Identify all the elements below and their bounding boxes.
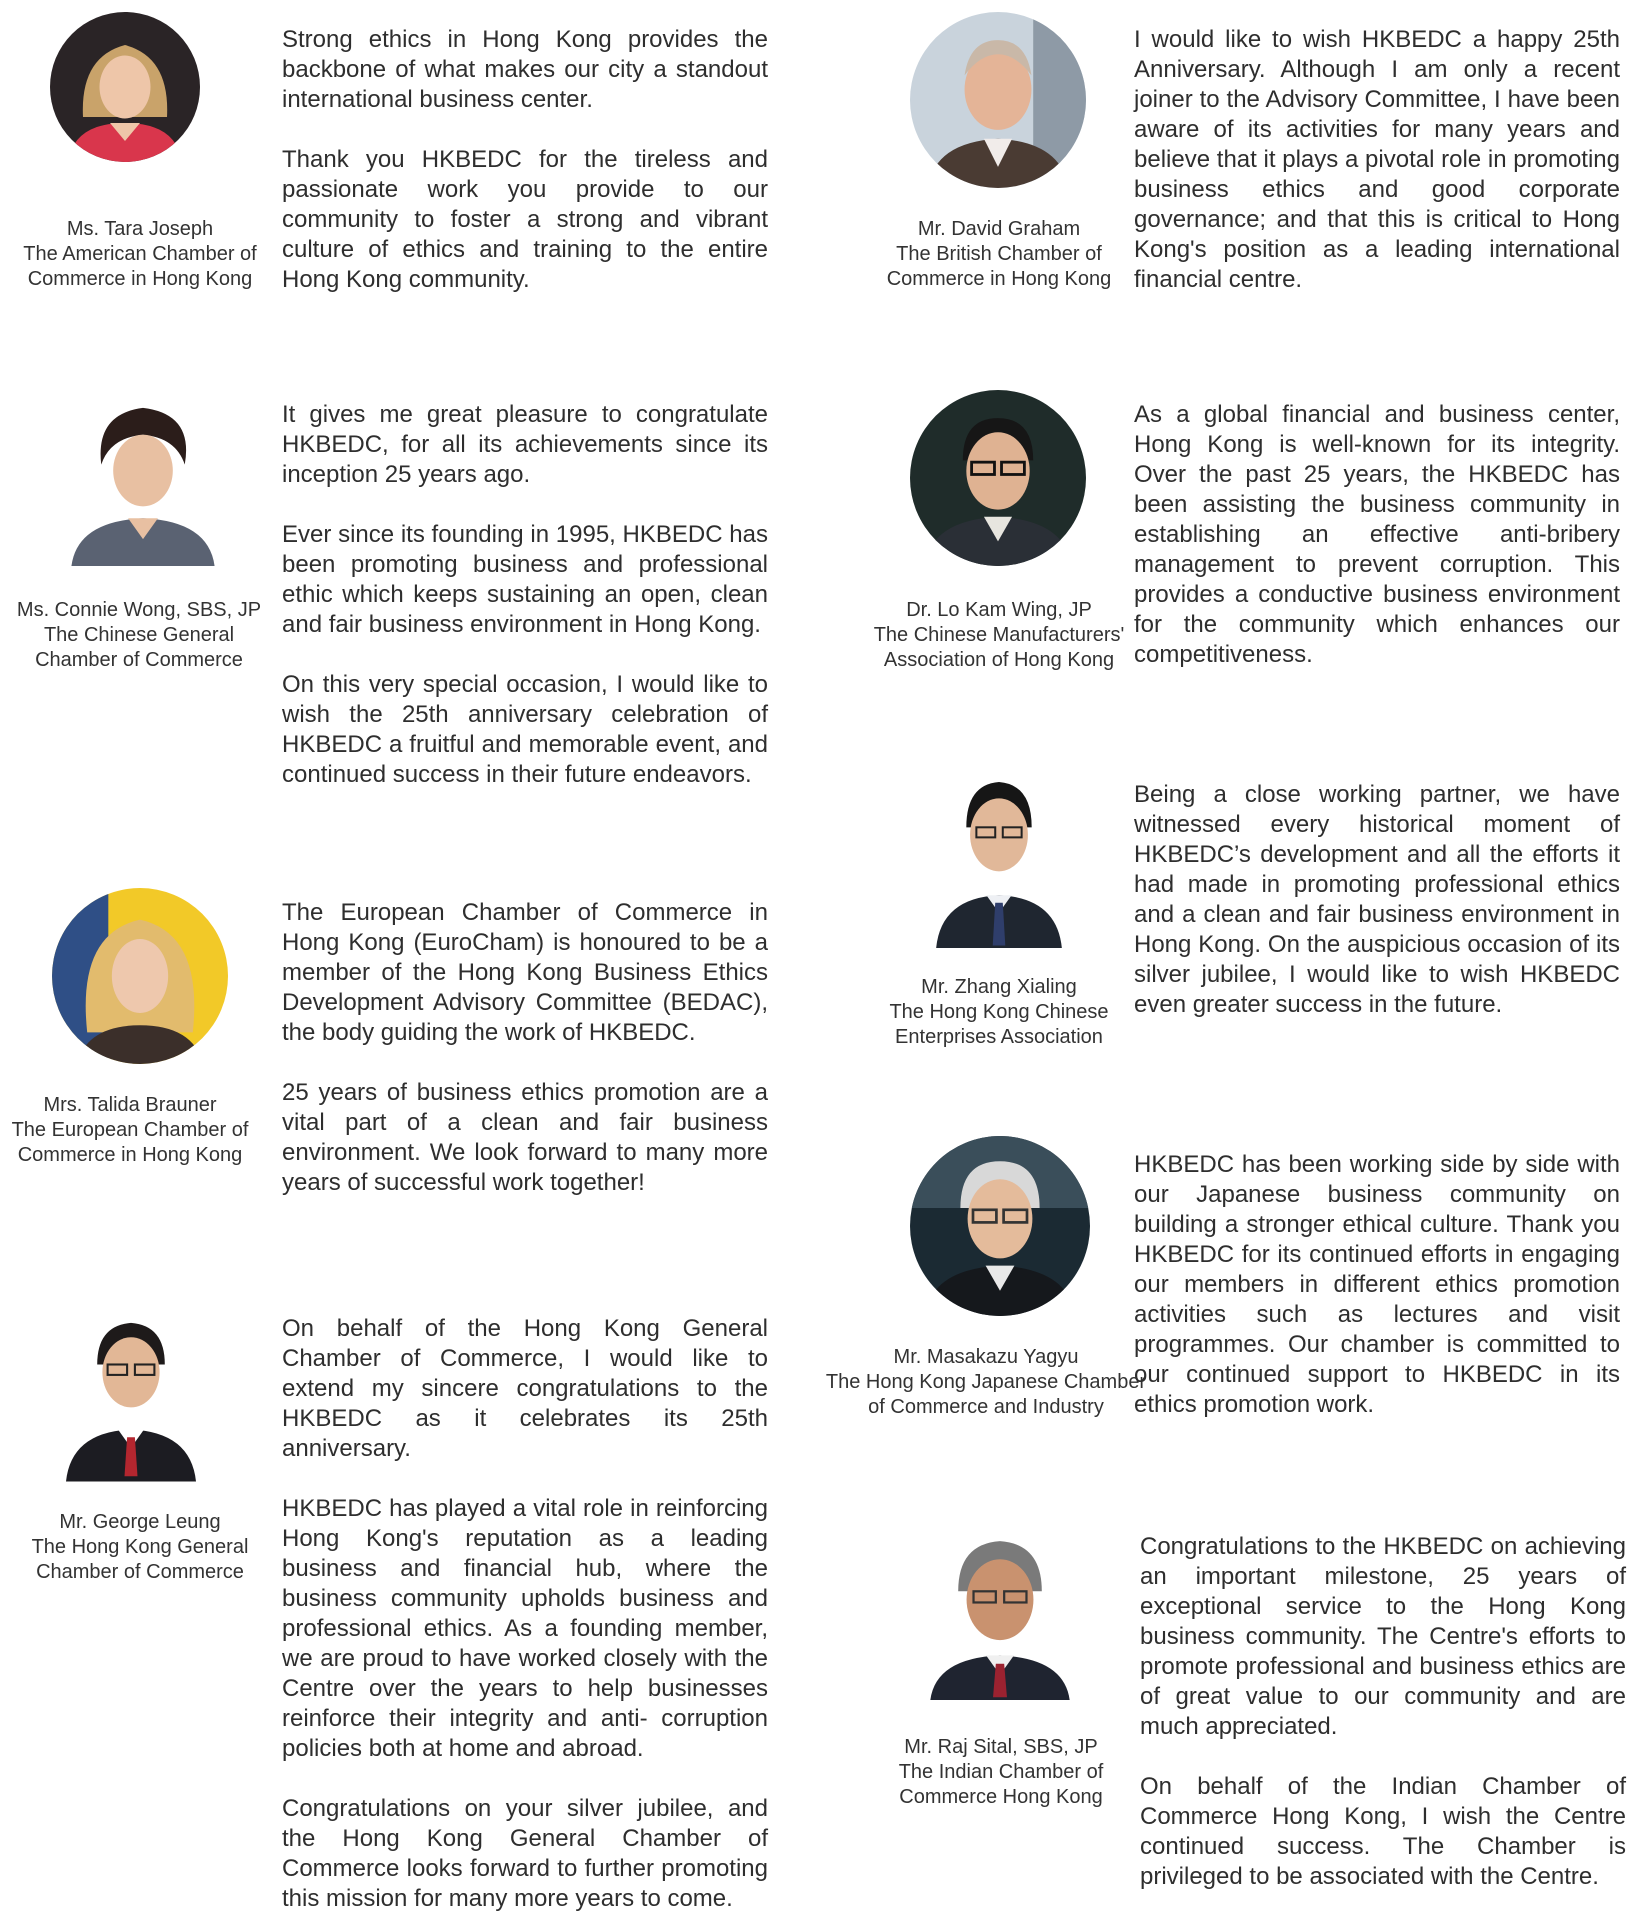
- organization-line: The Chinese Manufacturers': [873, 624, 1125, 646]
- person-name: Mr. Raj Sital, SBS, JP: [904, 1736, 1098, 1758]
- attribution-connie-wong: [8, 598, 270, 673]
- message-paragraph: Thank you HKBEDC for the tireless and passionate work you provide to our community to foster a strong and vibrant culture of ethics and training to the entire Hong Kong community.: [282, 146, 768, 293]
- message-paragraph: Congratulations on your silver jubilee, and the Hong Kong General Chamber of Commerce looks forward to further promoting this mission for many more years to come.: [282, 1795, 768, 1912]
- message-paragraph: I would like to wish HKBEDC a happy 25th Anniversary. Although I am only a recent joiner to the Advisory Committee, I have been aware of its activities for many years and believe that it plays a pivotal role in promoting business ethics and good corporate governance; and that this is critical to Hong Kong's position as a leading international financial centre.: [1134, 26, 1620, 293]
- organization-line: Enterprises Association: [895, 1026, 1103, 1048]
- portrait-icon: [52, 888, 228, 1064]
- organization-line: The British Chamber of: [896, 243, 1102, 265]
- portrait-tara-joseph: [50, 12, 200, 162]
- message-george-leung: [282, 1314, 768, 1914]
- portrait-icon: [910, 390, 1086, 566]
- person-name: Ms. Tara Joseph: [66, 218, 214, 240]
- message-talida-brauner: [282, 898, 768, 1198]
- message-david-graham: [1134, 25, 1620, 295]
- attribution-masakazu-yagyu: [818, 1345, 1154, 1420]
- message-paragraph: HKBEDC has been working side by side with our Japanese business community on building a stronger ethical culture. Thank you HKBEDC for its continued efforts in engaging our members in different ethics promotion activities such as lectures and visit programmes. Our chamber is committed to our continued support to HKBEDC in its ethics promotion work.: [1134, 1151, 1620, 1418]
- organization-line: The Indian Chamber of: [898, 1761, 1104, 1783]
- organization-line: The Chinese General: [43, 624, 235, 646]
- organization-line: Chamber of Commerce: [35, 649, 243, 671]
- message-zhang-xialing: [1134, 780, 1620, 1020]
- portrait-icon: [68, 396, 218, 566]
- message-paragraph: Ever since its founding in 1995, HKBEDC has been promoting business and professional ethic which keeps sustaining an open, clean and fair business environment in Hong Kong.: [282, 521, 768, 638]
- organization-line: The European Chamber of: [11, 1119, 249, 1141]
- attribution-david-graham: [868, 217, 1130, 292]
- message-paragraph: Being a close working partner, we have witnessed every historical moment of HKBEDC’s development and all the efforts it had made in promoting professional ethics and a clean and fair business environment in Hong Kong. On the auspicious occasion of its silver jubilee, I would like to wish HKBEDC even greater success in the future.: [1134, 781, 1620, 1018]
- organization-line: The Hong Kong Japanese Chamber: [825, 1371, 1147, 1393]
- portrait-raj-sital: [930, 1530, 1070, 1700]
- message-paragraph: 25 years of business ethics promotion are a vital part of a clean and fair business environment. We look forward to many more years of successful work together!: [282, 1079, 768, 1196]
- person-name: Ms. Connie Wong, SBS, JP: [16, 599, 262, 621]
- portrait-icon: [910, 1136, 1090, 1316]
- attribution-raj-sital: [870, 1735, 1132, 1810]
- attribution-zhang-xialing: [868, 975, 1130, 1050]
- portrait-icon: [930, 1530, 1070, 1700]
- portrait-icon: [66, 1312, 196, 1482]
- organization-line: Association of Hong Kong: [883, 649, 1115, 671]
- message-paragraph: Congratulations to the HKBEDC on achieving an important milestone, 25 years of exceptional service to the Hong Kong business community. The Centre's efforts to promote professional and business ethics are of great value to our community and are much appreciated.: [1140, 1533, 1626, 1740]
- message-paragraph: On behalf of the Indian Chamber of Commerce Hong Kong, I wish the Centre continued success. The Chamber is privileged to be associated with the Centre.: [1140, 1773, 1626, 1890]
- message-tara-joseph: [282, 25, 768, 295]
- message-paragraph: It gives me great pleasure to congratulate HKBEDC, for all its achievements since its inception 25 years ago.: [282, 401, 768, 488]
- attribution-tara-joseph: [10, 217, 270, 292]
- organization-line: Commerce in Hong Kong: [17, 1144, 243, 1166]
- message-paragraph: The European Chamber of Commerce in Hong Kong (EuroCham) is honoured to be a member of the Hong Kong Business Ethics Development Advisory Committee (BEDAC), the body guiding the work of HKBEDC.: [282, 899, 768, 1046]
- person-name: Mr. Masakazu Yagyu: [893, 1346, 1079, 1368]
- attribution-george-leung: [10, 1510, 270, 1585]
- portrait-david-graham: [910, 12, 1086, 188]
- person-name: Mr. David Graham: [917, 218, 1081, 240]
- person-name: Mrs. Talida Brauner: [43, 1094, 217, 1116]
- message-paragraph: As a global financial and business center, Hong Kong is well-known for its integrity. Over the past 25 years, the HKBEDC has been assisting the business community in establishing an effective anti-bribery management to prevent corruption. This provides a conductive business environment for the community which enhances our competitiveness.: [1134, 401, 1620, 668]
- portrait-talida-brauner: [52, 888, 228, 1064]
- portrait-connie-wong: [68, 396, 218, 566]
- portrait-icon: [910, 12, 1086, 188]
- organization-line: Commerce in Hong Kong: [886, 268, 1112, 290]
- attribution-talida-brauner: [0, 1093, 260, 1168]
- message-paragraph: On this very special occasion, I would like to wish the 25th anniversary celebration of HKBEDC a fruitful and memorable event, and continued success in their future endeavors.: [282, 671, 768, 788]
- message-masakazu-yagyu: [1134, 1150, 1620, 1420]
- attribution-lo-kam-wing: [868, 598, 1130, 673]
- message-paragraph: HKBEDC has played a vital role in reinforcing Hong Kong's reputation as a leading business and financial hub, where the business community upholds business and professional ethics. As a founding member, we are proud to have worked closely with the Centre over the years to help businesses reinforce their integrity and anti- corruption policies both at home and abroad.: [282, 1495, 768, 1762]
- organization-line: of Commerce and Industry: [868, 1396, 1104, 1418]
- person-name: Mr. George Leung: [59, 1511, 221, 1533]
- person-name: Dr. Lo Kam Wing, JP: [906, 599, 1092, 621]
- portrait-george-leung: [66, 1312, 196, 1482]
- message-paragraph: Strong ethics in Hong Kong provides the backbone of what makes our city a standout international business center.: [282, 26, 768, 113]
- organization-line: The Hong Kong Chinese: [889, 1001, 1109, 1023]
- portrait-icon: [50, 12, 200, 162]
- organization-line: The American Chamber of: [23, 243, 257, 265]
- portrait-icon: [936, 772, 1062, 948]
- message-lo-kam-wing: [1134, 400, 1620, 670]
- organization-line: The Hong Kong General: [31, 1536, 249, 1558]
- portrait-zhang-xialing: [936, 772, 1062, 948]
- message-paragraph: On behalf of the Hong Kong General Chamber of Commerce, I would like to extend my sincere congratulations to the HKBEDC as it celebrates its 25th anniversary.: [282, 1315, 768, 1462]
- message-connie-wong: [282, 400, 768, 790]
- organization-line: Commerce in Hong Kong: [27, 268, 253, 290]
- person-name: Mr. Zhang Xialing: [921, 976, 1077, 998]
- organization-line: Commerce Hong Kong: [899, 1786, 1103, 1808]
- portrait-lo-kam-wing: [910, 390, 1086, 566]
- message-raj-sital: [1140, 1532, 1626, 1892]
- portrait-masakazu-yagyu: [910, 1136, 1090, 1316]
- organization-line: Chamber of Commerce: [36, 1561, 244, 1583]
